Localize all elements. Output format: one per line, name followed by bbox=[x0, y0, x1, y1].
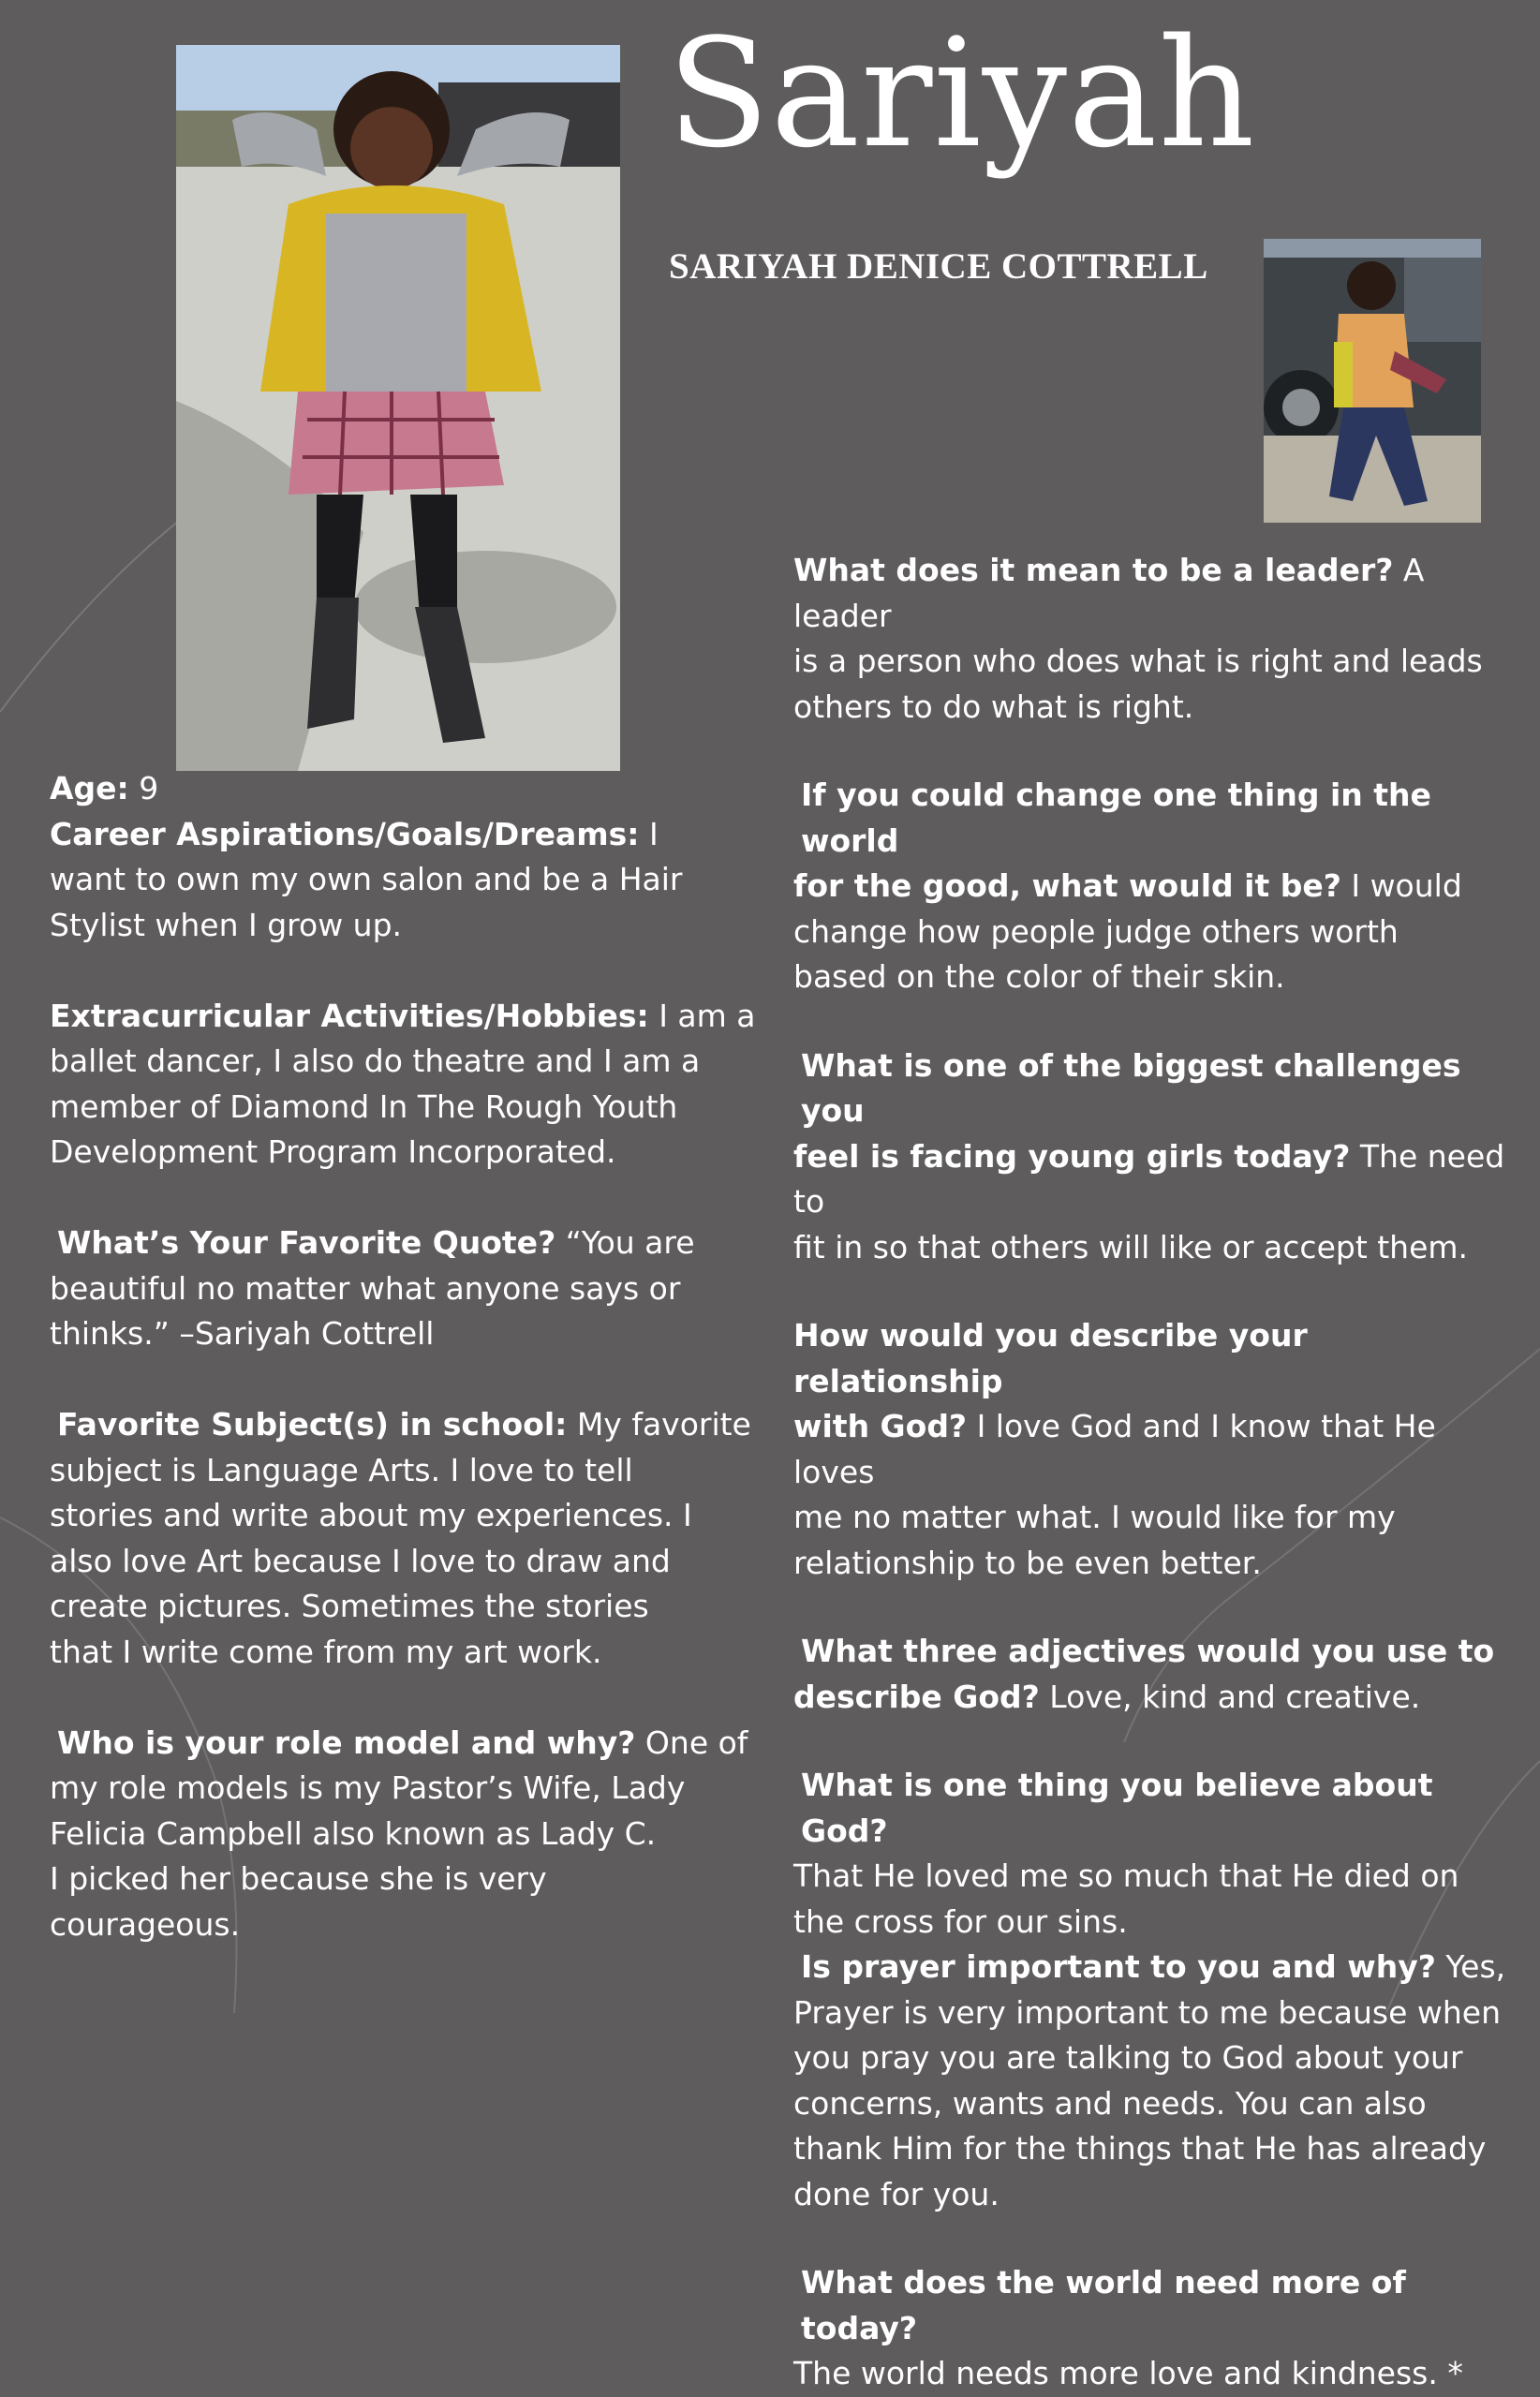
role-model-question: Who is your role model and why? bbox=[57, 1724, 636, 1761]
challenge-line bbox=[793, 1134, 1515, 1225]
subject-answer-line: subject is Language Arts. I love to tell bbox=[50, 1451, 633, 1488]
change-question: for the good, what would it be? bbox=[793, 867, 1341, 904]
prayer-question: Is prayer important to you and why? bbox=[801, 1948, 1436, 1985]
career-answer-line: want to own my own salon and be a Hair bbox=[50, 861, 683, 897]
prayer-answer-line: thank Him for the things that He has already bbox=[793, 2130, 1487, 2167]
extracurricular-answer: I am a bbox=[648, 997, 756, 1034]
adjectives-answer: Love, kind and creative. bbox=[1039, 1678, 1421, 1715]
role-model-line bbox=[50, 1721, 762, 1767]
role-model-answer-line: Felicia Campbell also known as Lady C. bbox=[50, 1814, 657, 1852]
subject-answer-line: also love Art because I love to draw and bbox=[50, 1542, 671, 1579]
name-title: Sariyah bbox=[667, 6, 1256, 181]
believe-answer-line: the cross for our sins. bbox=[793, 1902, 1128, 1940]
subject-answer: My favorite bbox=[567, 1406, 751, 1443]
main-photo bbox=[176, 45, 620, 771]
age-line bbox=[50, 766, 762, 812]
role-model-answer-line: my role models is my Pastor’s Wife, Lady bbox=[50, 1769, 686, 1806]
god-relationship-answer-line: relationship to be even better. bbox=[793, 1544, 1262, 1581]
extracurricular-answer-line: Development Program Incorporated. bbox=[50, 1133, 616, 1170]
god-relationship-answer: I love God and I know that He loves bbox=[793, 1408, 1436, 1490]
quote-line bbox=[50, 1221, 762, 1266]
god-relationship-question: How would you describe your relationship bbox=[793, 1317, 1308, 1399]
subject-answer-line: stories and write about my experiences. I bbox=[50, 1497, 692, 1533]
subject-answer-line: create pictures. Sometimes the stories bbox=[50, 1588, 649, 1624]
leader-answer: A leader bbox=[793, 552, 1425, 634]
god-relationship-question: with God? bbox=[793, 1408, 968, 1444]
subject-line bbox=[50, 1402, 762, 1448]
extracurricular-line bbox=[50, 994, 762, 1040]
role-model-answer: One of bbox=[635, 1724, 748, 1761]
change-line bbox=[793, 864, 1515, 910]
subject-answer-line: that I write come from my art work. bbox=[50, 1633, 602, 1670]
believe-answer-line: That He loved me so much that He died on bbox=[793, 1857, 1459, 1894]
challenge-answer-line: fit in so that others will like or accept them. bbox=[793, 1228, 1469, 1265]
extracurricular-answer-line: member of Diamond In The Rough Youth bbox=[50, 1088, 678, 1125]
prayer-answer-line: done for you. bbox=[793, 2175, 1000, 2212]
photo-girl-posing-icon bbox=[176, 45, 620, 771]
challenge-answer: The need to bbox=[793, 1137, 1505, 1220]
adjectives-question: What three adjectives would you use to bbox=[801, 1633, 1495, 1669]
career-answer-line: Stylist when I grow up. bbox=[50, 906, 403, 943]
change-answer: I would bbox=[1340, 867, 1462, 904]
prayer-answer-line: Prayer is very important to me because when bbox=[793, 1993, 1501, 2031]
small-photo bbox=[1264, 239, 1481, 523]
change-question: If you could change one thing in the world bbox=[801, 777, 1431, 859]
subject-question: Favorite Subject(s) in school: bbox=[57, 1406, 568, 1443]
change-answer-line: change how people judge others worth bbox=[793, 912, 1399, 950]
quote-answer-line: thinks.” –Sariyah Cottrell bbox=[50, 1315, 435, 1352]
role-model-answer-line: courageous. bbox=[50, 1905, 241, 1943]
adjectives-line bbox=[793, 1675, 1515, 1721]
extracurricular-question: Extracurricular Activities/Hobbies: bbox=[50, 997, 649, 1034]
age-value: 9 bbox=[128, 770, 159, 806]
extracurricular-answer-line: ballet dancer, I also do theatre and I am a bbox=[50, 1043, 701, 1079]
quote-answer-line: beautiful no matter what anyone says or bbox=[50, 1269, 681, 1307]
right-column bbox=[793, 548, 1515, 2397]
full-name: SARIYAH DENICE COTTRELL bbox=[669, 246, 1208, 287]
left-column bbox=[50, 766, 762, 1947]
world-answer-line: The world needs more love and kindness. * bbox=[793, 2355, 1463, 2391]
quote-answer: “You are bbox=[555, 1224, 695, 1261]
photo-girl-sitting-on-truck-icon bbox=[1264, 239, 1481, 523]
quote-question: What’s Your Favorite Quote? bbox=[57, 1224, 556, 1261]
career-answer: I bbox=[639, 815, 659, 852]
challenge-question: feel is facing young girls today? bbox=[793, 1137, 1351, 1175]
role-model-answer-line: I picked her because she is very bbox=[50, 1860, 547, 1897]
god-relationship-answer-line: me no matter what. I would like for my bbox=[793, 1499, 1396, 1535]
career-question: Career Aspirations/Goals/Dreams: bbox=[50, 815, 640, 852]
leader-line bbox=[793, 548, 1515, 639]
world-question: What does the world need more of today? bbox=[801, 2264, 1406, 2346]
prayer-answer-line: concerns, wants and needs. You can also bbox=[793, 2084, 1427, 2122]
god-relationship-line bbox=[793, 1404, 1515, 1495]
prayer-answer-line: you pray you are talking to God about your bbox=[793, 2039, 1463, 2076]
leader-question: What does it mean to be a leader? bbox=[793, 552, 1394, 588]
prayer-answer: Yes, bbox=[1435, 1948, 1506, 1985]
age-label: Age: bbox=[50, 770, 129, 806]
believe-question: What is one thing you believe about God? bbox=[801, 1767, 1433, 1849]
change-answer-line: based on the color of their skin. bbox=[793, 958, 1285, 995]
challenge-question: What is one of the biggest challenges you bbox=[801, 1046, 1461, 1129]
leader-answer-line: others to do what is right. bbox=[793, 688, 1194, 725]
career-line bbox=[50, 812, 762, 858]
adjectives-question: describe God? bbox=[793, 1678, 1040, 1715]
leader-answer-line: is a person who does what is right and leads bbox=[793, 643, 1483, 679]
prayer-line bbox=[793, 1945, 1515, 1990]
